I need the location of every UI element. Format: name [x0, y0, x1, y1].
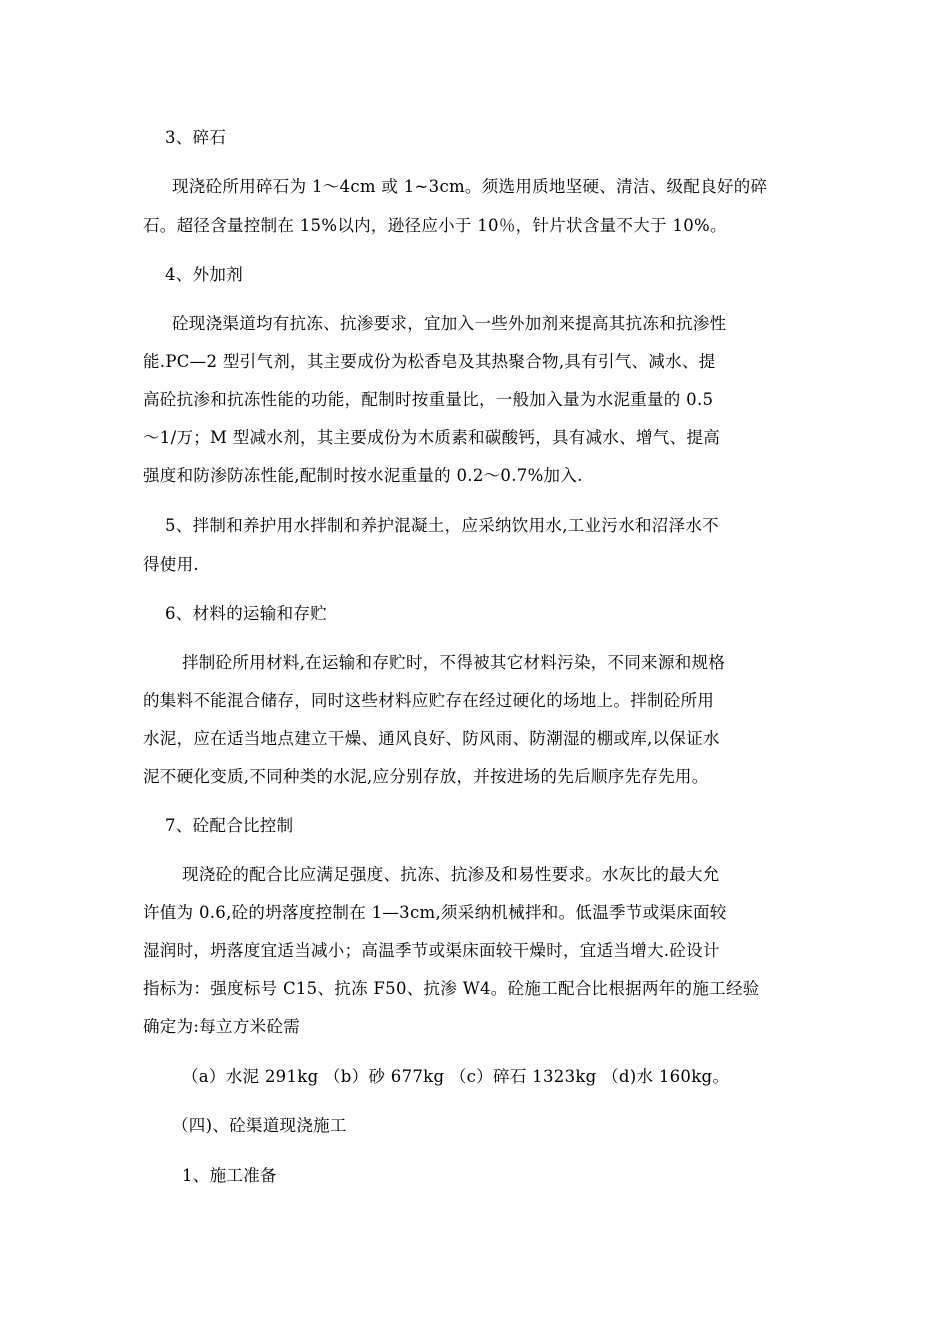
paragraph-line: 强度和防渗防冻性能,配制时按水泥重量的 0.2～0.7%加入. [143, 466, 583, 485]
paragraph-line: 水泥，应在适当地点建立干燥、通风良好、防风雨、防潮湿的棚或库,以保证水 [143, 729, 720, 748]
paragraph-line: 得使用. [143, 555, 199, 574]
paragraph-line: 许值为 0.6,砼的坍落度控制在 1—3cm,须采纳机械拌和。低温季节或渠床面较 [143, 903, 727, 922]
paragraph-line: 现浇砼所用碎石为 1～4cm 或 1~3cm。须选用质地坚硬、清洁、级配良好的碎 [172, 177, 768, 196]
heading-transport-storage: 6、材料的运输和存贮 [165, 604, 327, 623]
paragraph-line: 拌制砼所用材料,在运输和存贮时，不得被其它材料污染，不同来源和规格 [182, 653, 726, 672]
paragraph-line: 湿润时，坍落度宜适当减小；高温季节或渠床面较干燥时，宜适当增大.砼设计 [143, 941, 720, 960]
paragraph-line: 确定为:每立方米砼需 [143, 1017, 301, 1036]
paragraph-line: 5、拌制和养护用水拌制和养护混凝土，应采纳饮用水,工业污水和沼泽水不 [165, 516, 719, 535]
paragraph-line: 高砼抗渗和抗冻性能的功能，配制时按重量比，一般加入量为水泥重量的 0.5 [143, 390, 714, 409]
heading-admixture: 4、外加剂 [165, 265, 243, 284]
mix-proportion-line: （a）水泥 291kg （b）砂 677kg （c）碎石 1323kg （d)水 160kg。 [182, 1067, 730, 1086]
heading-crushed-stone: 3、碎石 [165, 128, 227, 147]
paragraph-line: 指标为：强度标号 C15、抗冻 F50、抗渗 W4。砼施工配合比根据两年的施工经验 [143, 979, 760, 998]
paragraph-line: 泥不硬化变质,不同种类的水泥,应分别存放，并按进场的先后顺序先存先用。 [143, 767, 709, 786]
paragraph-line: ～1/万；M 型减水剂，其主要成份为木质素和碳酸钙，具有减水、增气、提高 [143, 428, 720, 447]
paragraph-line: 石。超径含量控制在 15%以内，逊径应小于 10％，针片状含量不大于 10%。 [143, 216, 727, 235]
heading-preparation: 1、施工准备 [182, 1166, 277, 1185]
paragraph-line: 能.PC—2 型引气剂，其主要成份为松香皂及其热聚合物,具有引气、减水、提 [143, 352, 716, 371]
paragraph-line: 现浇砼的配合比应满足强度、抗冻、抗渗及和易性要求。水灰比的最大允 [182, 865, 720, 884]
paragraph-line: 的集料不能混合储存，同时这些材料应贮存在经过硬化的场地上。拌制砼所用 [143, 691, 715, 710]
paragraph-line: 砼现浇渠道均有抗冻、抗渗要求，宜加入一些外加剂来提高其抗冻和抗渗性 [172, 314, 727, 333]
heading-mix-ratio: 7、砼配合比控制 [165, 816, 294, 835]
heading-channel-casting: （四)、砼渠道现浇施工 [172, 1116, 347, 1135]
